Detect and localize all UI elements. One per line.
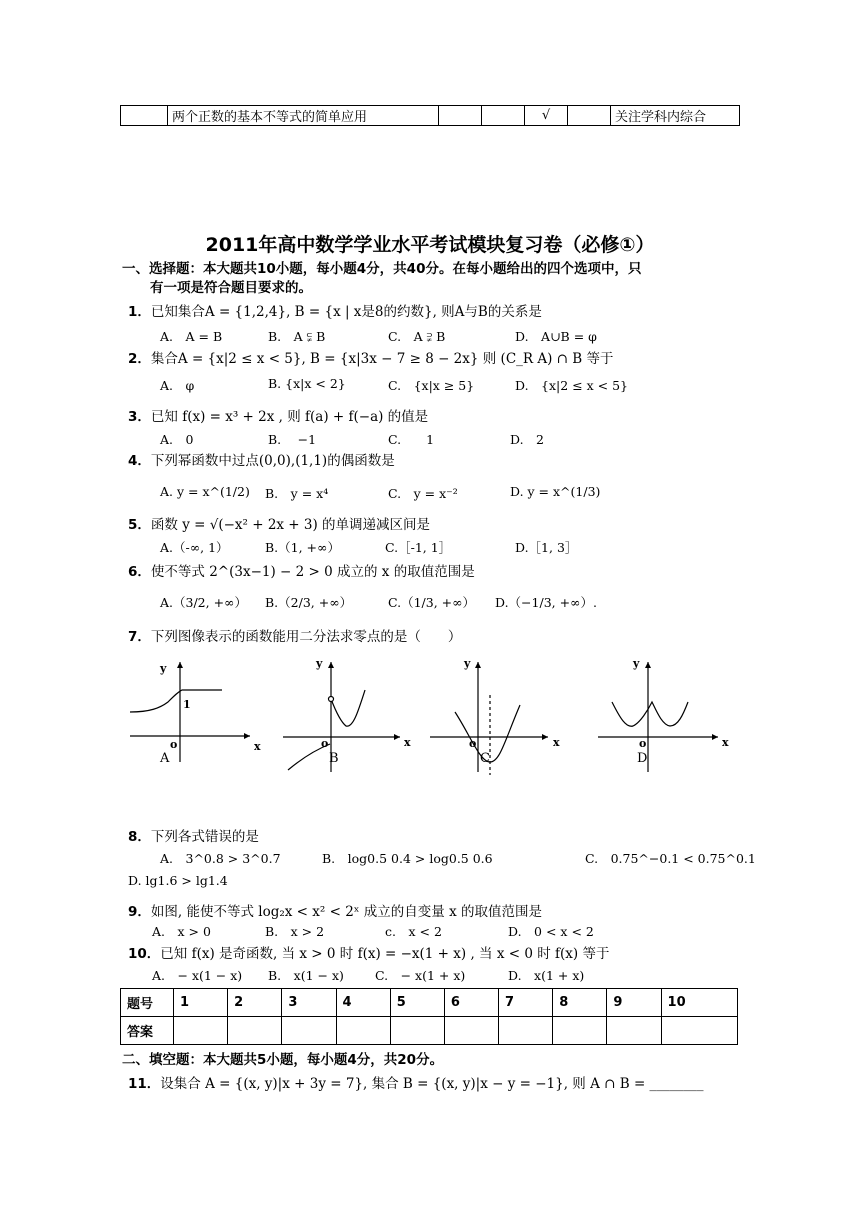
question-stem: 设集合 A = {(x, y)|x + 3y = 7}, 集合 B = {(x, y)|x − y = −1}, 则 A ∩ B = ________ [160, 1076, 704, 1092]
option: C.［-1, 1］ [385, 540, 452, 555]
option: D. x(1 + x) [508, 968, 585, 983]
option: B.（1, +∞） [265, 540, 340, 555]
table-cell: 9 [607, 989, 661, 1017]
table-cell [121, 106, 168, 126]
table-cell [568, 106, 611, 126]
option: D. {x|2 ≤ x < 5} [515, 378, 629, 393]
option: D.［1, 3］ [515, 540, 578, 555]
question-number: 7． [128, 629, 151, 645]
arrow [244, 733, 250, 739]
question-stem: 已知 f(x) = x³ + 2x , 则 f(a) + f(−a) 的值是 [150, 409, 429, 425]
x-label: x [553, 736, 560, 749]
question-1 [128, 300, 542, 320]
arrow [394, 734, 400, 740]
question-9 [128, 900, 542, 920]
y-label: y [316, 657, 323, 670]
option: B.（2/3, +∞） [265, 595, 353, 610]
arrow [645, 662, 651, 668]
option: B. log0.5 0.4 > log0.5 0.6 [322, 851, 493, 866]
table-cell: 关注学科内综合 [611, 106, 740, 126]
option: D. lg1.6 > lg1.4 [128, 873, 228, 888]
question-number: 10． [128, 946, 161, 962]
question-number: 5． [128, 517, 151, 533]
y-label: y [633, 657, 640, 670]
question-number: 3． [128, 409, 151, 425]
answer-cell[interactable] [444, 1017, 498, 1045]
option: C. A ⫌ B [388, 329, 446, 344]
question-stem: 下列各式错误的是 [150, 829, 259, 845]
y-label: y [160, 662, 167, 675]
arrow [328, 662, 334, 668]
table-row [121, 1017, 738, 1045]
answer-cell[interactable] [607, 1017, 661, 1045]
graph-label-b: B [329, 751, 339, 766]
question-stem: 已知 f(x) 是奇函数, 当 x > 0 时 f(x) = −x(1 + x) , 当 x < 0 时 f(x) 等于 [160, 946, 610, 962]
option: C. − x(1 + x) [375, 968, 466, 983]
question-stem: 集合A = {x|2 ≤ x < 5}, B = {x|3x − 7 ≥ 8 − 2x} 则 (C_R A) ∩ B 等于 [150, 351, 614, 367]
origin-label: o [639, 737, 647, 750]
origin-label: o [321, 737, 329, 750]
table-cell: 4 [336, 989, 390, 1017]
option: C. 0.75^−0.1 < 0.75^0.1 [585, 851, 756, 866]
option: C. 1 [388, 432, 435, 447]
question-number: 6． [128, 564, 151, 580]
question-number: 2． [128, 351, 151, 367]
open-point [329, 697, 334, 702]
answer-cell[interactable] [282, 1017, 336, 1045]
curve-d [612, 702, 688, 726]
answer-cell[interactable] [499, 1017, 553, 1045]
section-heading: 一、选择题：本大题共10小题，每小题4分，共40分。在每小题给出的四个选项中，只 [122, 261, 642, 277]
option: B. A ⫋ B [268, 329, 326, 344]
question-stem: 已知集合A = {1,2,4}, B = {x | x是8的约数}, 则A与B的关系是 [150, 304, 542, 320]
answer-cell[interactable] [336, 1017, 390, 1045]
answer-table [120, 988, 738, 1045]
option: C.（1/3, +∞） [388, 595, 476, 610]
option: B. {x|x < 2} [268, 376, 346, 391]
arrow [712, 734, 718, 740]
option: A. A = B [160, 329, 223, 344]
table-cell: 6 [444, 989, 498, 1017]
arrow [542, 734, 548, 740]
table-cell: 3 [282, 989, 336, 1017]
graph-label-a: A [160, 751, 170, 766]
option: B. x(1 − x) [268, 968, 344, 983]
option: A. − x(1 − x) [152, 968, 243, 983]
option: C. y = x⁻² [388, 486, 458, 501]
option: B. −1 [268, 432, 317, 447]
table-cell: 7 [499, 989, 553, 1017]
origin-label: o [469, 737, 477, 750]
option: D.（−1/3, +∞）. [495, 595, 597, 610]
table-header: 题号 [121, 989, 174, 1017]
option: D. 2 [510, 432, 545, 447]
table-cell: 1 [174, 989, 228, 1017]
table-cell [439, 106, 482, 126]
table-header: 答案 [121, 1017, 174, 1045]
question-stem: 如图, 能使不等式 log₂x < x² < 2ˣ 成立的自变量 x 的取值范围是 [150, 904, 543, 920]
question-stem: 使不等式 2^(3x−1) − 2 > 0 成立的 x 的取值范围是 [150, 564, 475, 580]
page-title: 2011年高中数学学业水平考试模块复习卷（必修①） [205, 234, 655, 256]
option: B. y = x⁴ [265, 486, 329, 501]
section-heading-cont: 有一项是符合题目要求的。 [150, 280, 312, 296]
question-stem: 下列幂函数中过点(0,0),(1,1)的偶函数是 [150, 453, 395, 469]
answer-cell[interactable] [390, 1017, 444, 1045]
option: D. A∪B = φ [515, 329, 597, 344]
x-label: x [254, 740, 261, 753]
option: c. x < 2 [385, 924, 442, 939]
question-6 [128, 560, 475, 580]
question-10 [128, 942, 609, 962]
table-row [121, 989, 738, 1017]
answer-cell[interactable] [553, 1017, 607, 1045]
table-cell: 5 [390, 989, 444, 1017]
x-label: x [722, 736, 729, 749]
question-8 [128, 825, 259, 845]
question-number: 9． [128, 904, 151, 920]
table-cell: √ [525, 106, 568, 126]
option: A. y = x^(1/2) [160, 484, 250, 499]
curve-a [130, 690, 222, 712]
option: D. y = x^(1/3) [510, 484, 601, 499]
one-label: 1 [183, 698, 191, 711]
option: B. x > 2 [265, 924, 325, 939]
question-11 [128, 1072, 704, 1092]
question-stem: 下列图像表示的函数能用二分法求零点的是（ ） [150, 629, 462, 645]
table-cell: 两个正数的基本不等式的简单应用 [168, 106, 439, 126]
option: C. {x|x ≥ 5} [388, 378, 475, 393]
option: A.（3/2, +∞） [160, 595, 247, 610]
origin-label: o [170, 738, 178, 751]
table-cell: 2 [228, 989, 282, 1017]
option: A. φ [160, 378, 195, 393]
option: A. 0 [160, 432, 194, 447]
table-cell [482, 106, 525, 126]
curve-b-right [331, 690, 365, 726]
option: A. 3^0.8 > 3^0.7 [160, 851, 281, 866]
question-number: 1． [128, 304, 151, 320]
table-cell: 10 [661, 989, 737, 1017]
question-5 [128, 513, 430, 533]
graph-label-c: C [480, 751, 490, 766]
question-stem: 函数 y = √(−x² + 2x + 3) 的单调递减区间是 [150, 517, 431, 533]
table-cell: 8 [553, 989, 607, 1017]
arrow [475, 662, 481, 668]
top-table [120, 105, 740, 126]
question-7 [128, 625, 461, 645]
option: A.（-∞, 1） [160, 540, 229, 555]
answer-cell[interactable] [661, 1017, 737, 1045]
q7-graphs [0, 650, 860, 775]
question-4 [128, 449, 395, 469]
question-number: 4． [128, 453, 151, 469]
section-heading-2: 二、填空题：本大题共5小题，每小题4分，共20分。 [122, 1052, 444, 1068]
y-label: y [464, 657, 471, 670]
option: A. x > 0 [152, 924, 211, 939]
answer-cell[interactable] [228, 1017, 282, 1045]
question-3 [128, 405, 428, 425]
answer-cell[interactable] [174, 1017, 228, 1045]
graph-label-d: D [637, 751, 648, 766]
arrow [177, 662, 183, 668]
question-2 [128, 347, 613, 367]
question-number: 8． [128, 829, 151, 845]
option: D. 0 < x < 2 [508, 924, 594, 939]
x-label: x [404, 736, 411, 749]
question-number: 11． [128, 1076, 161, 1092]
table-row [121, 106, 740, 126]
